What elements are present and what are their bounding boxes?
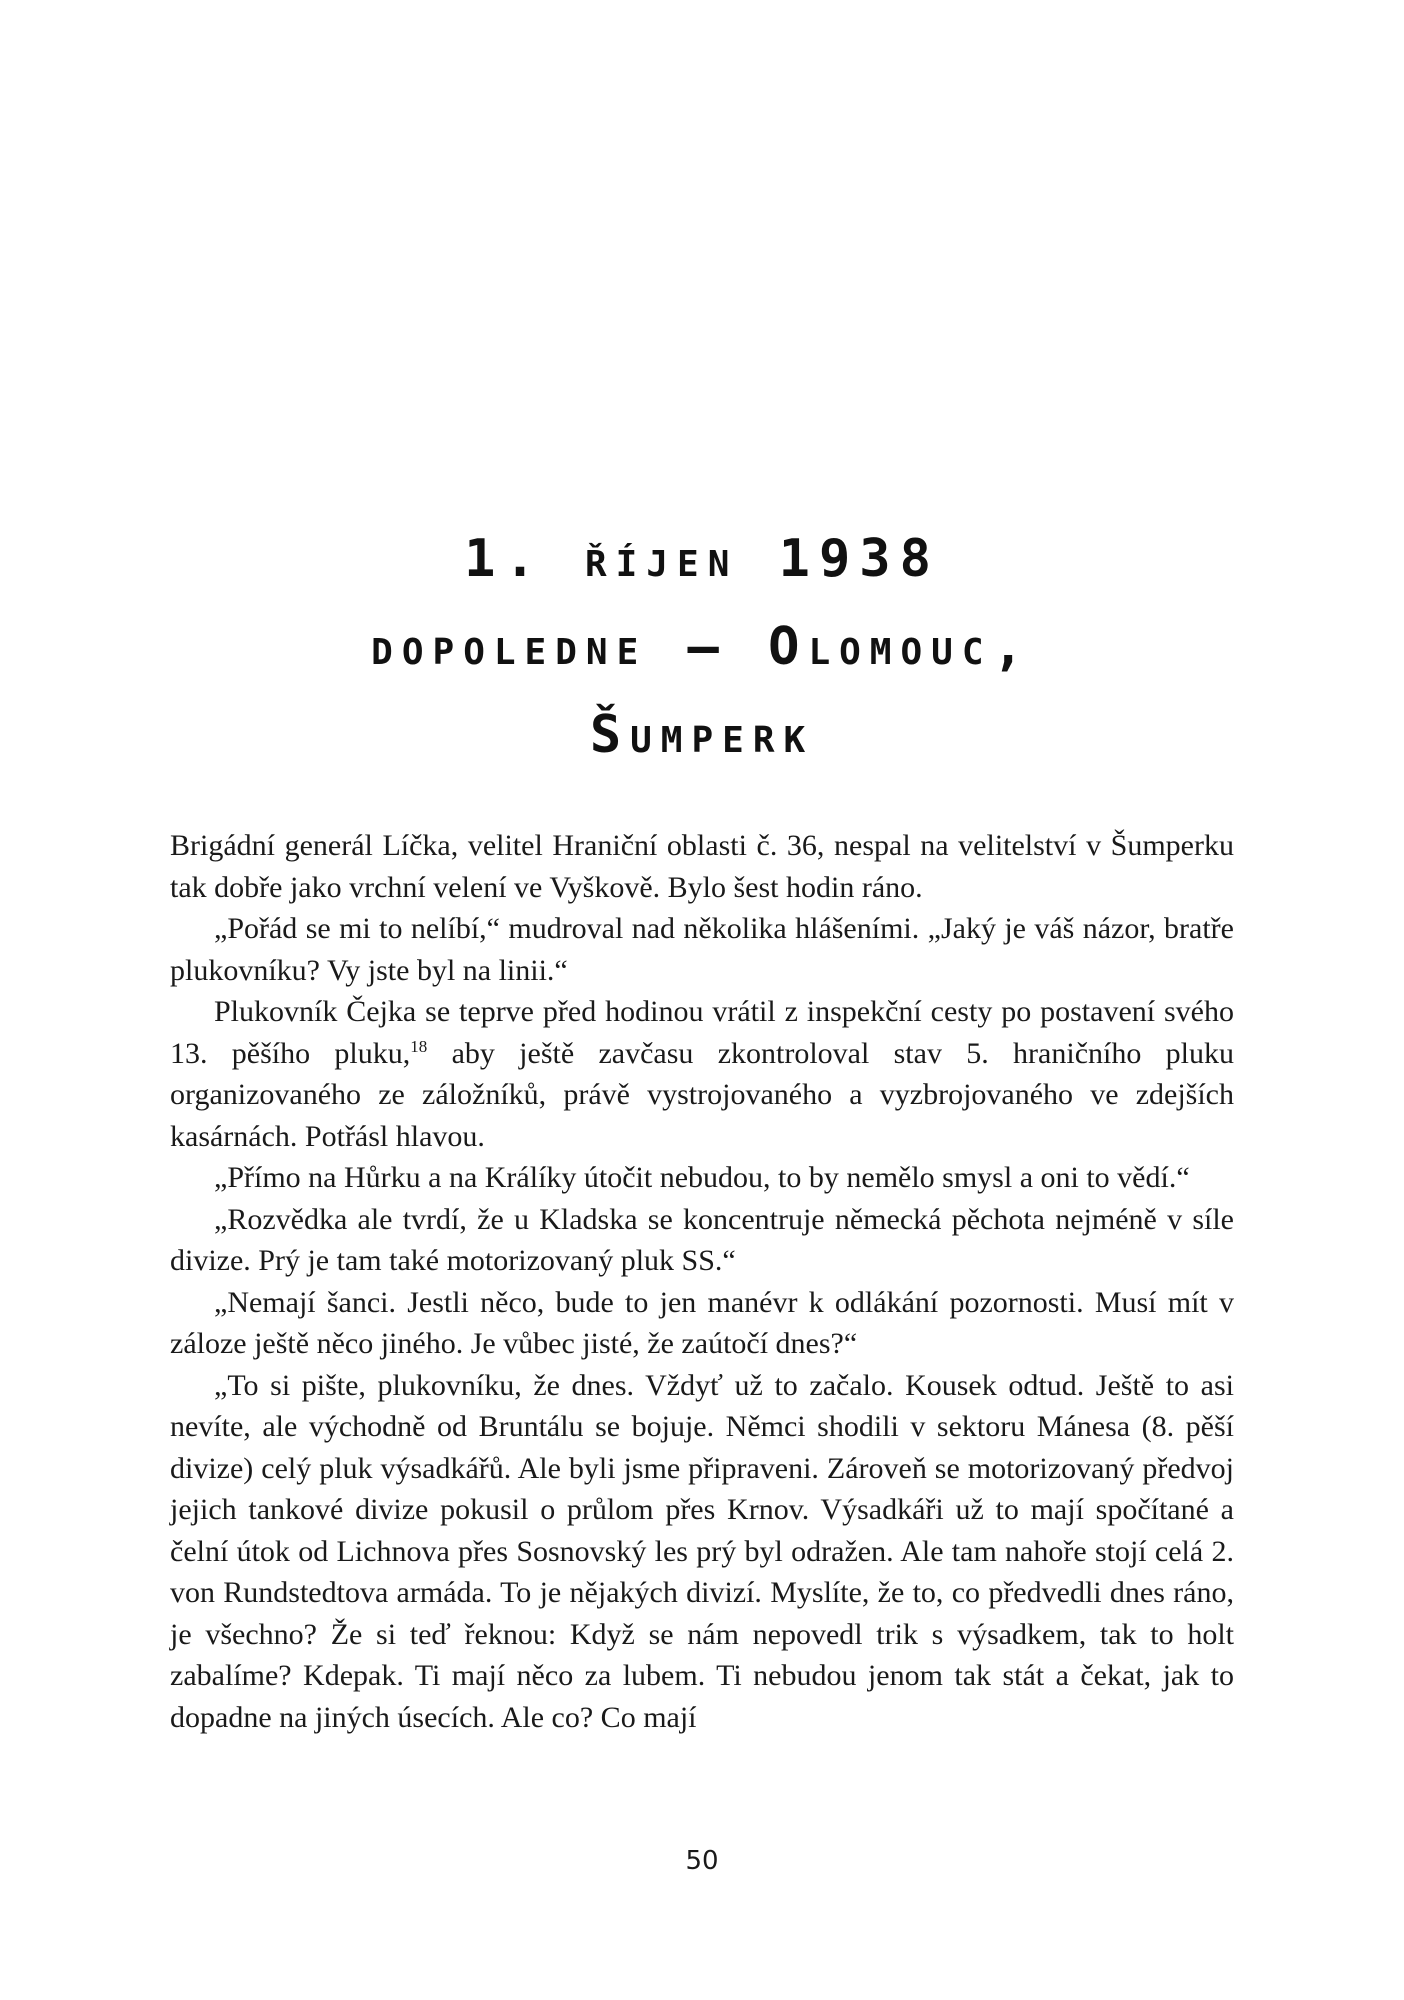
paragraph: „Nemají šanci. Jestli něco, bude to jen manévr k odlákání pozornosti. Musí mít v záloze ještě něco jiného. Je vůbec jisté, že zaútočí dnes?“ — [170, 1285, 1234, 1360]
chapter-title-line-2: dopoledne – Olomouc, — [371, 616, 1033, 677]
paragraph-text: aby ještě zavčasu zkontroloval stav 5. hraničního pluku organizovaného ze záložníků, právě vystrojovaného a vyzbrojovaného ve zdejších kasárnách. Potřásl hlavou. — [170, 1036, 1234, 1153]
chapter-title — [170, 515, 1234, 779]
chapter-body-text — [170, 825, 1234, 1738]
paragraph: „To si pište, plukovníku, že dnes. Vždyť už to začalo. Kousek odtud. Ještě to asi nevíte, ale východně od Bruntálu se bojuje. Němci shodili v sektoru Mánesa (8. pěší divize) celý pluk výsadkářů. Ale byli jsme připraveni. Zároveň se motorizovaný předvoj jejich tankové divize pokusil o průlom přes Krnov. Výsadkáři už to mají spočítané a čelní útok od Lichnova přes Sosnovský les prý byl odražen. Ale tam nahoře stojí celá 2. von Rundstedtova armáda. To je nějakých divizí. Myslíte, že to, co předvedli dnes ráno, je všechno? Že si teď řeknou: Když se nám nepovedl trik s výsadkem, tak to holt zabalíme? Kdepak. Ti mají něco za lubem. Ti nebudou jenom tak stát a čekat, jak to dopadne na jiných úsecích. Ale co? Co mají — [170, 1368, 1234, 1734]
paragraph-text: Plukovník Čejka se teprve před hodinou vrátil z inspekční cesty po postavení svého 13. pěšího pluku, — [170, 995, 1234, 1070]
paragraph: „Pořád se mi to nelíbí,“ mudroval nad několika hlášeními. „Jaký je váš názor, bratře plukovníku? Vy jste byl na linii.“ — [170, 912, 1234, 987]
page-number: 50 — [685, 1846, 719, 1876]
chapter-title-line-3: Šumperk — [589, 704, 815, 765]
paragraph: „Rozvědka ale tvrdí, že u Kladska se koncentruje německá pěchota nejméně v síle divize. Prý je tam také motorizovaný pluk SS.“ — [170, 1202, 1234, 1277]
paragraph: Brigádní generál Líčka, velitel Hraniční oblasti č. 36, nespal na velitelství v Šumperku tak dobře jako vrchní velení ve Vyškově. Bylo šest hodin ráno. — [170, 829, 1234, 904]
paragraph: „Přímo na Hůrku a na Králíky útočit nebudou, to by nemělo smysl a oni to vědí.“ — [214, 1161, 1190, 1194]
paragraph — [170, 991, 1234, 1157]
footnote-reference[interactable]: 18 — [410, 1036, 428, 1056]
chapter-title-line-1: 1. říjen 1938 — [464, 528, 940, 589]
